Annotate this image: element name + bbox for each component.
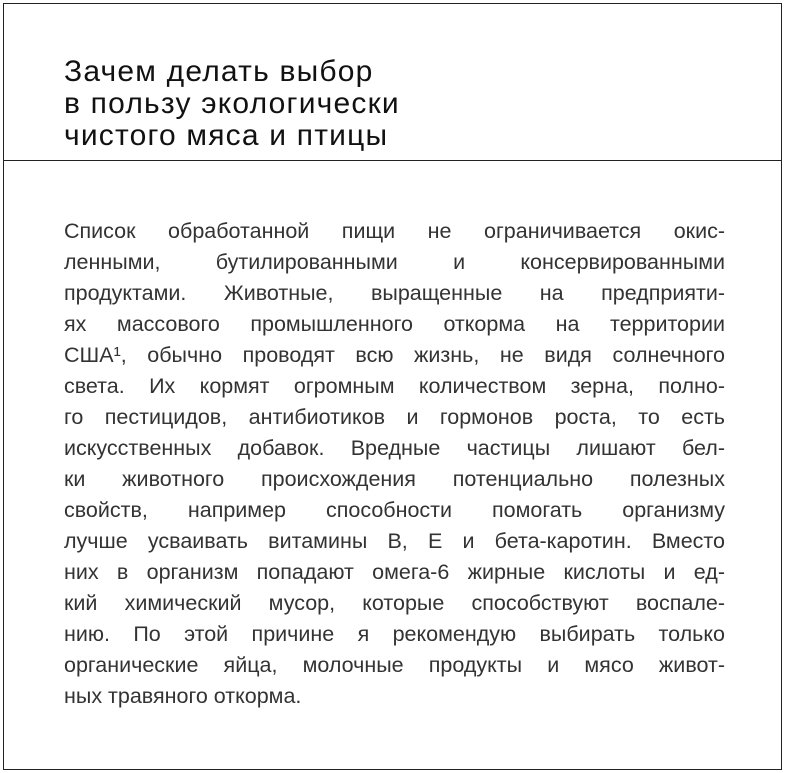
body-line: ки животного происхождения потенциально полезных bbox=[64, 467, 725, 491]
title-line: Зачем делать выбор bbox=[64, 55, 374, 88]
body-line: лучше усваивать витамины В, Е и бета-каротин. Вместо bbox=[64, 529, 725, 553]
body-line: США¹, обычно проводят всю жизнь, не видя солнечного bbox=[64, 343, 725, 367]
title-line: чистого мяса и птицы bbox=[64, 119, 389, 152]
body-line: нию. По этой причине я рекомендую выбирать только bbox=[64, 622, 725, 646]
body-line: Список обработанной пищи не ограничивается окис- bbox=[64, 219, 725, 243]
page-frame bbox=[3, 3, 782, 770]
body-line: органические яйца, молочные продукты и мясо живот- bbox=[64, 653, 725, 677]
page-title bbox=[64, 56, 400, 152]
body-line: света. Их кормят огромным количеством зерна, полно- bbox=[64, 374, 725, 398]
body-line: ях массового промышленного откорма на территории bbox=[64, 312, 725, 336]
body-line: кий химический мусор, которые способствуют воспале- bbox=[64, 591, 725, 615]
body-line: ленными, бутилированными и консервированными bbox=[64, 250, 725, 274]
body-line: искусственных добавок. Вредные частицы лишают бел- bbox=[64, 436, 725, 460]
body-line: продуктами. Животные, выращенные на предприяти- bbox=[64, 281, 725, 305]
body-line: го пестицидов, антибиотиков и гормонов роста, то есть bbox=[64, 405, 725, 429]
title-box bbox=[4, 4, 781, 161]
body-line: них в организм попадают омега-6 жирные кислоты и ед- bbox=[64, 560, 725, 584]
body-paragraph bbox=[64, 216, 725, 712]
body-line: ных травяного откорма. bbox=[64, 684, 302, 708]
body-line: свойств, например способности помогать организму bbox=[64, 498, 725, 522]
title-line: в пользу экологически bbox=[64, 87, 400, 120]
